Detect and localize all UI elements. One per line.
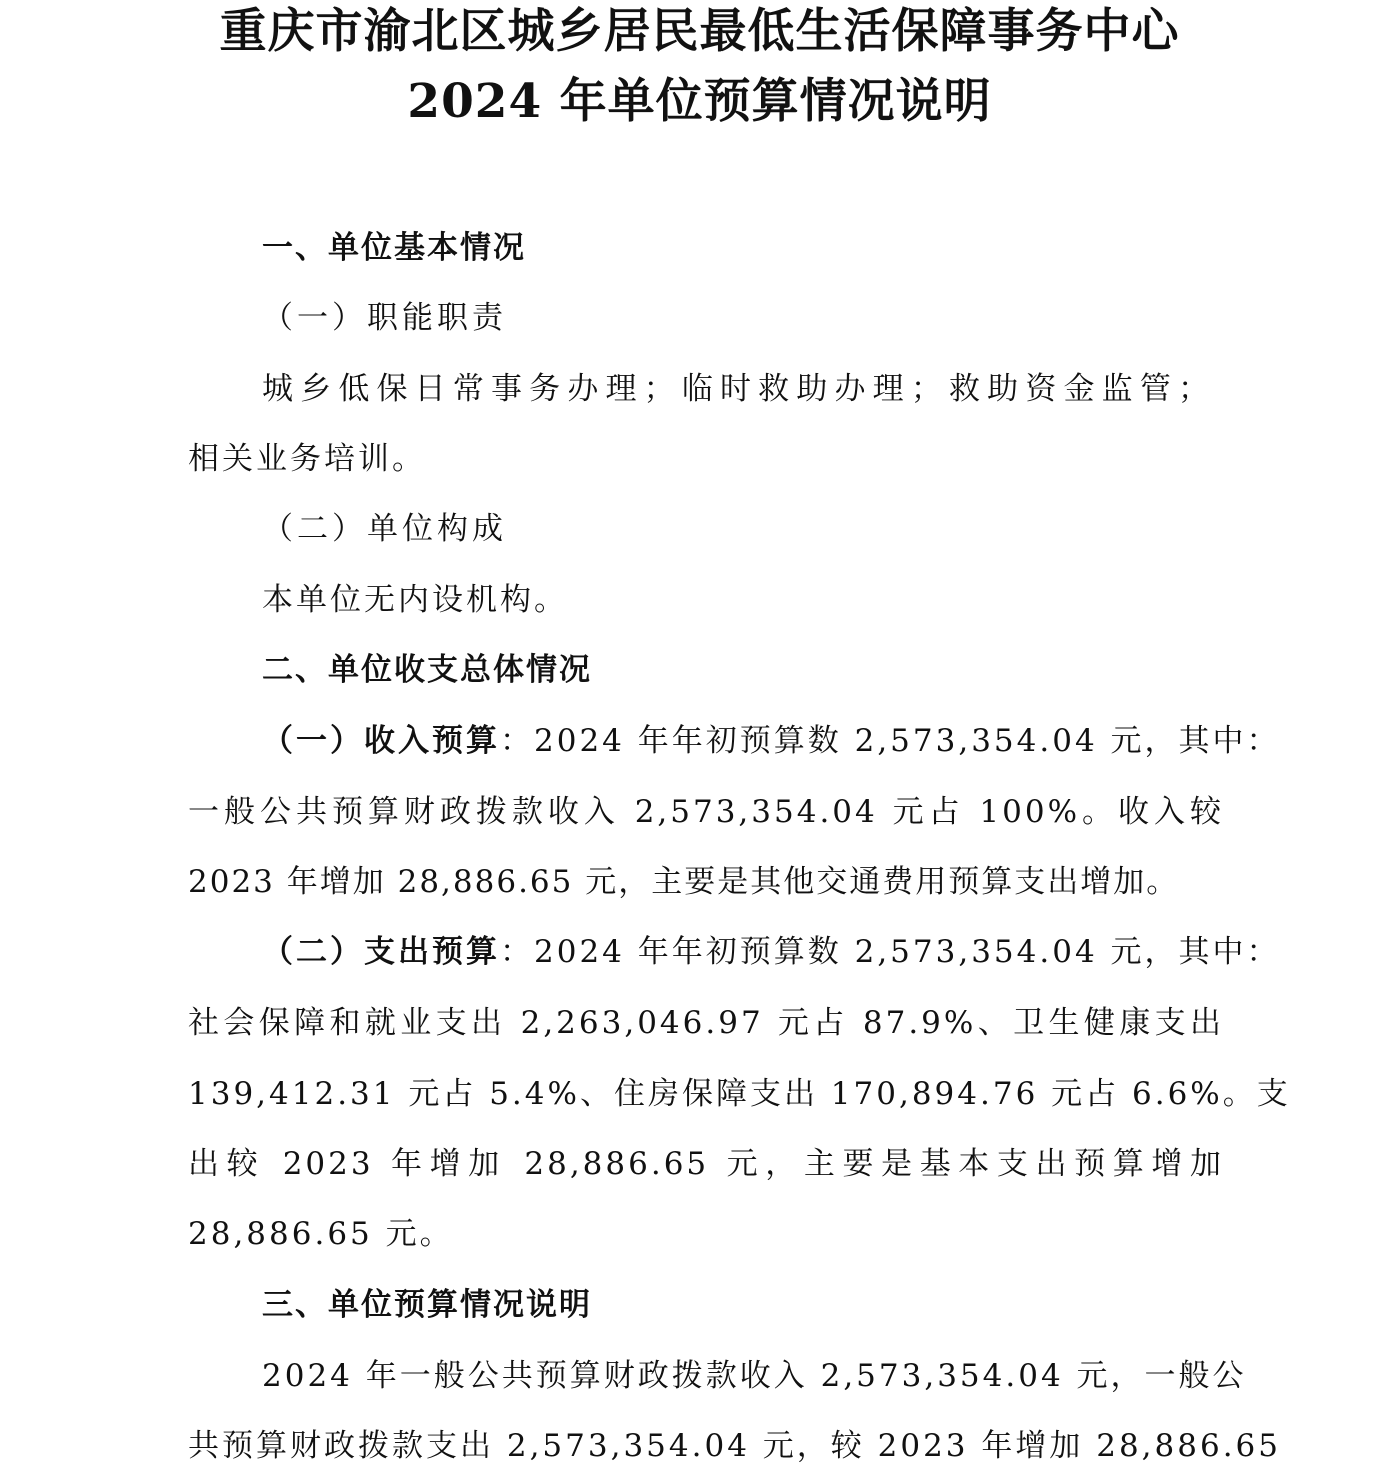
section2-expense-line1 — [262, 932, 1281, 972]
section2-income-line2: 一般公共预算财政拨款收入 2,573,354.04 元占 100%。收入较 — [188, 794, 1224, 830]
section3-heading: 三、单位预算情况说明 — [262, 1287, 592, 1323]
expense-line1-text: ：2024 年年初预算数 2,573,354.04 元，其中： — [500, 934, 1281, 970]
section1-sub1-line2: 相关业务培训。 — [188, 441, 426, 477]
section2-income-line1 — [262, 721, 1281, 761]
section1-sub1-line1: 城乡低保日常事务办理；临时救助办理；救助资金监管； — [262, 371, 1212, 407]
section1-heading: 一、单位基本情况 — [262, 230, 526, 266]
income-budget-label: （一）收入预算 — [262, 723, 500, 759]
income-line1-text: ：2024 年年初预算数 2,573,354.04 元，其中： — [500, 723, 1281, 759]
section2-expense-line3: 139,412.31 元占 5.4%、住房保障支出 170,894.76 元占 6.6%。支 — [188, 1076, 1291, 1112]
section1-sub1-heading: （一）职能职责 — [262, 300, 507, 336]
section1-sub2-line1: 本单位无内设机构。 — [262, 582, 568, 618]
section2-income-line3: 2023 年增加 28,886.65 元，主要是其他交通费用预算支出增加。 — [188, 864, 1180, 900]
section1-sub2-heading: （二）单位构成 — [262, 511, 507, 547]
section2-heading: 二、单位收支总体情况 — [262, 652, 592, 688]
expense-budget-label: （二）支出预算 — [262, 934, 500, 970]
section2-expense-line4: 出较 2023 年增加 28,886.65 元，主要是基本支出预算增加 — [188, 1146, 1224, 1182]
document-title-line2: 2024 年单位预算情况说明 — [407, 74, 992, 129]
section2-expense-line5: 28,886.65 元。 — [188, 1216, 454, 1252]
document-title-line1: 重庆市渝北区城乡居民最低生活保障事务中心 — [219, 4, 1180, 59]
section3-line1: 2024 年一般公共预算财政拨款收入 2,573,354.04 元，一般公 — [262, 1358, 1247, 1394]
section2-expense-line2: 社会保障和就业支出 2,263,046.97 元占 87.9%、卫生健康支出 — [188, 1005, 1224, 1041]
section3-line2: 共预算财政拨款支出 2,573,354.04 元，较 2023 年增加 28,886.65 — [188, 1428, 1282, 1464]
